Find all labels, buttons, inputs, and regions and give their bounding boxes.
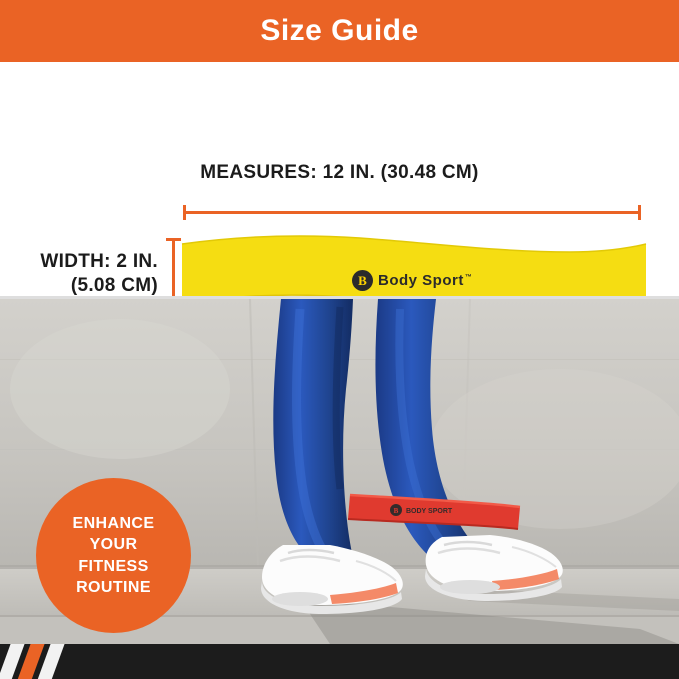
width-measurement-line1: WIDTH: 2 IN. — [40, 251, 158, 272]
svg-text:BODY SPORT: BODY SPORT — [406, 508, 453, 515]
band-brand-text: Body Sport — [378, 272, 464, 289]
footer-strip — [0, 644, 679, 679]
promo-badge-line-4: ROUTINE — [76, 578, 151, 596]
length-arrow-bar — [183, 211, 641, 214]
promo-badge-line-2: YOUR — [89, 536, 138, 554]
svg-text:B: B — [393, 507, 399, 515]
promo-badge-line-1: ENHANCE — [72, 515, 155, 533]
length-measurement-label: MEASURES: 12 IN. (30.48 CM) — [200, 162, 479, 183]
band-brand-logo — [352, 270, 472, 291]
promo-badge-line-3: FITNESS — [78, 557, 149, 575]
band-trademark: ™ — [464, 274, 473, 281]
header-banner — [0, 0, 679, 62]
length-arrow-cap-right — [638, 205, 641, 220]
promo-badge — [36, 478, 191, 633]
width-measurement-label — [6, 250, 158, 298]
length-dimension-arrow — [183, 205, 641, 219]
page-title: Size Guide — [260, 14, 419, 47]
width-measurement-line2: (5.08 CM) — [70, 274, 158, 296]
lifestyle-photo — [0, 299, 679, 644]
size-guide-panel — [0, 62, 679, 296]
body-sport-mark-icon: B — [352, 270, 373, 291]
band-brand-name — [378, 272, 472, 289]
